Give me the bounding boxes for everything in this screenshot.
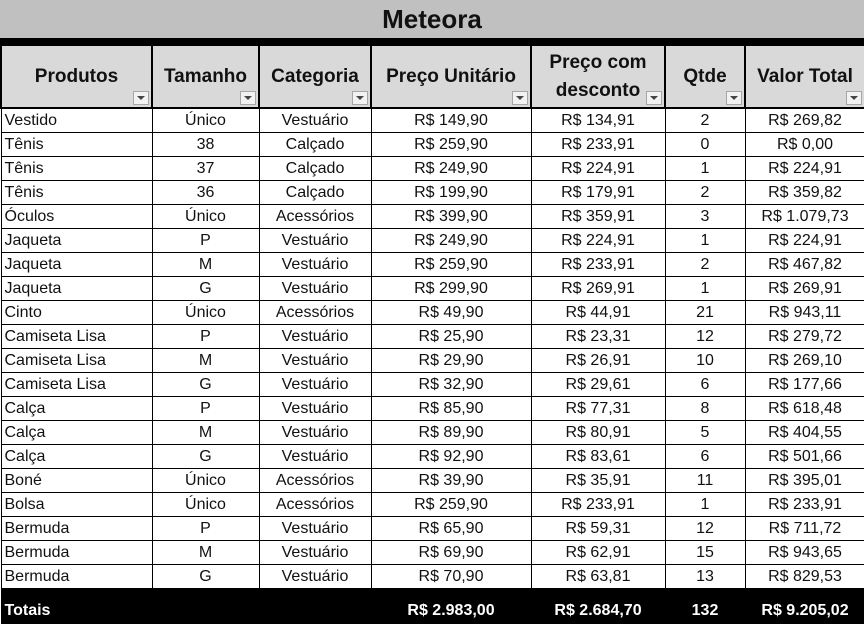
table-cell[interactable]: 12	[665, 325, 745, 349]
table-cell[interactable]: Vestuário	[259, 517, 371, 541]
table-row	[1, 397, 864, 421]
table-cell[interactable]: Calçado	[259, 133, 371, 157]
sheet-title: Meteora	[0, 0, 864, 38]
table-cell[interactable]: 36	[152, 181, 259, 205]
table-cell[interactable]: R$ 32,90	[371, 373, 531, 397]
table-cell[interactable]: R$ 224,91	[531, 229, 665, 253]
table-cell[interactable]: G	[152, 277, 259, 301]
table-cell[interactable]: Vestuário	[259, 325, 371, 349]
table-cell[interactable]: Bermuda	[1, 517, 152, 541]
table-cell[interactable]: 6	[665, 445, 745, 469]
table-cell[interactable]: R$ 23,31	[531, 325, 665, 349]
table-cell[interactable]: Vestuário	[259, 445, 371, 469]
table-cell[interactable]: R$ 70,90	[371, 565, 531, 589]
table-cell[interactable]: 1	[665, 277, 745, 301]
table-cell[interactable]: R$ 359,82	[745, 181, 864, 205]
table-cell[interactable]: R$ 25,90	[371, 325, 531, 349]
table-cell[interactable]: 5	[665, 421, 745, 445]
table-cell[interactable]: P	[152, 229, 259, 253]
table-cell[interactable]: R$ 395,01	[745, 469, 864, 493]
table-row	[1, 157, 864, 181]
table-cell[interactable]: R$ 269,10	[745, 349, 864, 373]
table-cell[interactable]: R$ 943,65	[745, 541, 864, 565]
table-cell[interactable]: Calçado	[259, 181, 371, 205]
filter-dropdown-button[interactable]	[133, 91, 149, 105]
table-cell[interactable]: Boné	[1, 469, 152, 493]
table-cell[interactable]: R$ 177,66	[745, 373, 864, 397]
totals-cell[interactable]: R$ 9.205,02	[745, 589, 864, 624]
table-cell[interactable]: 1	[665, 157, 745, 181]
header-categoria	[259, 45, 371, 108]
table-row	[1, 493, 864, 517]
table-cell[interactable]: 1	[665, 229, 745, 253]
header-preco-unitario	[371, 45, 531, 108]
table-cell[interactable]: R$ 259,90	[371, 493, 531, 517]
header-label: Valor Total	[757, 65, 853, 87]
dropdown-arrow-icon	[516, 96, 524, 100]
table-cell[interactable]: R$ 269,82	[745, 108, 864, 133]
table-row	[1, 517, 864, 541]
table-cell[interactable]: Bermuda	[1, 541, 152, 565]
table-cell[interactable]: Vestido	[1, 108, 152, 133]
table-cell[interactable]: P	[152, 397, 259, 421]
table-cell[interactable]: Bolsa	[1, 493, 152, 517]
table-cell[interactable]: R$ 249,90	[371, 229, 531, 253]
table-cell[interactable]: Único	[152, 108, 259, 133]
table-cell[interactable]: R$ 89,90	[371, 421, 531, 445]
table-row	[1, 373, 864, 397]
header-preco-desconto	[531, 45, 665, 108]
table-cell[interactable]: Calçado	[259, 157, 371, 181]
table-cell[interactable]: M	[152, 541, 259, 565]
table-cell[interactable]: R$ 83,61	[531, 445, 665, 469]
table-cell[interactable]: R$ 80,91	[531, 421, 665, 445]
header-label: Preço com desconto	[549, 51, 647, 101]
table-cell[interactable]: R$ 92,90	[371, 445, 531, 469]
header-label: Categoria	[271, 65, 359, 87]
table-cell[interactable]: R$ 29,90	[371, 349, 531, 373]
table-row	[1, 301, 864, 325]
dropdown-arrow-icon	[356, 96, 364, 100]
table-cell[interactable]: R$ 404,55	[745, 421, 864, 445]
table-cell[interactable]: 6	[665, 373, 745, 397]
table-cell[interactable]: M	[152, 349, 259, 373]
table-row	[1, 541, 864, 565]
table-cell[interactable]: R$ 69,90	[371, 541, 531, 565]
table-cell[interactable]: Jaqueta	[1, 253, 152, 277]
table-cell[interactable]: R$ 501,66	[745, 445, 864, 469]
totals-cell[interactable]	[259, 589, 371, 624]
totals-row	[1, 589, 864, 624]
table-cell[interactable]: Calça	[1, 445, 152, 469]
table-cell[interactable]: 37	[152, 157, 259, 181]
table-cell[interactable]: R$ 199,90	[371, 181, 531, 205]
table-cell[interactable]: R$ 44,91	[531, 301, 665, 325]
table-cell[interactable]: R$ 35,91	[531, 469, 665, 493]
table-cell[interactable]: R$ 467,82	[745, 253, 864, 277]
table-cell[interactable]: Vestuário	[259, 565, 371, 589]
table-row	[1, 349, 864, 373]
table-cell[interactable]: Camiseta Lisa	[1, 325, 152, 349]
table-cell[interactable]: Camiseta Lisa	[1, 373, 152, 397]
header-valor-total	[745, 45, 864, 108]
filter-dropdown-button[interactable]	[240, 91, 256, 105]
table-cell[interactable]: Único	[152, 205, 259, 229]
table-cell[interactable]: R$ 233,91	[531, 133, 665, 157]
header-produtos	[1, 45, 152, 108]
table-row	[1, 469, 864, 493]
table-cell[interactable]: R$ 233,91	[745, 493, 864, 517]
table-cell[interactable]: Cinto	[1, 301, 152, 325]
table-cell[interactable]: 2	[665, 181, 745, 205]
dropdown-arrow-icon	[137, 96, 145, 100]
table-cell[interactable]: G	[152, 565, 259, 589]
table-cell[interactable]: R$ 279,72	[745, 325, 864, 349]
table-cell[interactable]: Vestuário	[259, 277, 371, 301]
filter-dropdown-button[interactable]	[352, 91, 368, 105]
table-cell[interactable]: R$ 269,91	[745, 277, 864, 301]
dropdown-arrow-icon	[650, 96, 658, 100]
table-cell[interactable]: Vestuário	[259, 253, 371, 277]
table-cell[interactable]: Acessórios	[259, 205, 371, 229]
table-row	[1, 277, 864, 301]
table-cell[interactable]: R$ 26,91	[531, 349, 665, 373]
table-cell[interactable]: Vestuário	[259, 541, 371, 565]
table-cell[interactable]: R$ 63,81	[531, 565, 665, 589]
dropdown-arrow-icon	[730, 96, 738, 100]
table-cell[interactable]: 15	[665, 541, 745, 565]
filter-dropdown-button[interactable]	[512, 91, 528, 105]
table-cell[interactable]: G	[152, 445, 259, 469]
totals-cell[interactable]: R$ 2.983,00	[371, 589, 531, 624]
header-tamanho	[152, 45, 259, 108]
header-row	[1, 45, 864, 108]
table-cell[interactable]: Calça	[1, 397, 152, 421]
product-table	[0, 44, 864, 624]
table-cell[interactable]: Tênis	[1, 181, 152, 205]
table-cell[interactable]: R$ 1.079,73	[745, 205, 864, 229]
table-cell[interactable]: R$ 179,91	[531, 181, 665, 205]
table-cell[interactable]: Camiseta Lisa	[1, 349, 152, 373]
table-cell[interactable]: 1	[665, 493, 745, 517]
table-row	[1, 133, 864, 157]
table-cell[interactable]: R$ 259,90	[371, 253, 531, 277]
table-cell[interactable]: R$ 224,91	[745, 229, 864, 253]
totals-label[interactable]: Totais	[1, 589, 152, 624]
table-cell[interactable]: R$ 224,91	[745, 157, 864, 181]
table-cell[interactable]: R$ 259,90	[371, 133, 531, 157]
table-cell[interactable]: R$ 359,91	[531, 205, 665, 229]
filter-dropdown-button[interactable]	[646, 91, 662, 105]
table-cell[interactable]: Bermuda	[1, 565, 152, 589]
table-cell[interactable]: Vestuário	[259, 229, 371, 253]
table-cell[interactable]: R$ 711,72	[745, 517, 864, 541]
table-cell[interactable]: R$ 233,91	[531, 493, 665, 517]
totals-cell[interactable]: 132	[665, 589, 745, 624]
table-cell[interactable]: Vestuário	[259, 397, 371, 421]
table-cell[interactable]: Vestuário	[259, 349, 371, 373]
table-cell[interactable]: 3	[665, 205, 745, 229]
filter-dropdown-button[interactable]	[726, 91, 742, 105]
table-cell[interactable]: P	[152, 517, 259, 541]
table-body	[1, 108, 864, 624]
table-cell[interactable]: M	[152, 253, 259, 277]
table-cell[interactable]: 21	[665, 301, 745, 325]
table-row	[1, 253, 864, 277]
table-cell[interactable]: Acessórios	[259, 493, 371, 517]
header-label: Preço Unitário	[386, 65, 516, 87]
table-cell[interactable]: Único	[152, 301, 259, 325]
table-row	[1, 205, 864, 229]
table-cell[interactable]: M	[152, 421, 259, 445]
totals-cell[interactable]	[152, 589, 259, 624]
table-cell[interactable]: R$ 59,31	[531, 517, 665, 541]
table-cell[interactable]: R$ 829,53	[745, 565, 864, 589]
table-cell[interactable]: Acessórios	[259, 301, 371, 325]
table-cell[interactable]: 38	[152, 133, 259, 157]
table-row	[1, 325, 864, 349]
table-cell[interactable]: Calça	[1, 421, 152, 445]
table-cell[interactable]: R$ 62,91	[531, 541, 665, 565]
table-cell[interactable]: R$ 224,91	[531, 157, 665, 181]
table-cell[interactable]: R$ 29,61	[531, 373, 665, 397]
dropdown-arrow-icon	[244, 96, 252, 100]
table-row	[1, 565, 864, 589]
table-cell[interactable]: R$ 65,90	[371, 517, 531, 541]
header-label: Produtos	[34, 65, 119, 87]
table-cell[interactable]: Tênis	[1, 157, 152, 181]
filter-dropdown-button[interactable]	[846, 91, 862, 105]
table-cell[interactable]: Acessórios	[259, 469, 371, 493]
table-cell[interactable]: 2	[665, 253, 745, 277]
table-cell[interactable]: R$ 0,00	[745, 133, 864, 157]
table-cell[interactable]: R$ 77,31	[531, 397, 665, 421]
table-cell[interactable]: Único	[152, 469, 259, 493]
table-cell[interactable]: R$ 618,48	[745, 397, 864, 421]
table-row	[1, 229, 864, 253]
table-cell[interactable]: R$ 249,90	[371, 157, 531, 181]
table-cell[interactable]: 10	[665, 349, 745, 373]
table-cell[interactable]: Jaqueta	[1, 277, 152, 301]
table-cell[interactable]: 2	[665, 108, 745, 133]
table-row	[1, 181, 864, 205]
table-cell[interactable]: Vestuário	[259, 108, 371, 133]
table-cell[interactable]: 13	[665, 565, 745, 589]
header-label: Tamanho	[163, 65, 248, 87]
table-cell[interactable]: Vestuário	[259, 373, 371, 397]
table-cell[interactable]: R$ 943,11	[745, 301, 864, 325]
dropdown-arrow-icon	[850, 96, 858, 100]
table-cell[interactable]: P	[152, 325, 259, 349]
header-qtde	[665, 45, 745, 108]
table-cell[interactable]: R$ 233,91	[531, 253, 665, 277]
table-cell[interactable]: R$ 149,90	[371, 108, 531, 133]
header-label: Qtde	[683, 65, 727, 87]
table-cell[interactable]: R$ 269,91	[531, 277, 665, 301]
table-cell[interactable]: G	[152, 373, 259, 397]
table-cell[interactable]: 8	[665, 397, 745, 421]
table-cell[interactable]: 12	[665, 517, 745, 541]
totals-cell[interactable]: R$ 2.684,70	[531, 589, 665, 624]
table-cell[interactable]: R$ 299,90	[371, 277, 531, 301]
table-cell[interactable]: Tênis	[1, 133, 152, 157]
table-row	[1, 421, 864, 445]
table-cell[interactable]: 11	[665, 469, 745, 493]
table-cell[interactable]: R$ 49,90	[371, 301, 531, 325]
table-cell[interactable]: R$ 39,90	[371, 469, 531, 493]
table-cell[interactable]: R$ 85,90	[371, 397, 531, 421]
table-cell[interactable]: Vestuário	[259, 421, 371, 445]
table-cell[interactable]: R$ 134,91	[531, 108, 665, 133]
table-cell[interactable]: Jaqueta	[1, 229, 152, 253]
table-cell[interactable]: Único	[152, 493, 259, 517]
table-row	[1, 108, 864, 133]
table-cell[interactable]: 0	[665, 133, 745, 157]
table-row	[1, 445, 864, 469]
table-cell[interactable]: R$ 399,90	[371, 205, 531, 229]
table-cell[interactable]: Óculos	[1, 205, 152, 229]
